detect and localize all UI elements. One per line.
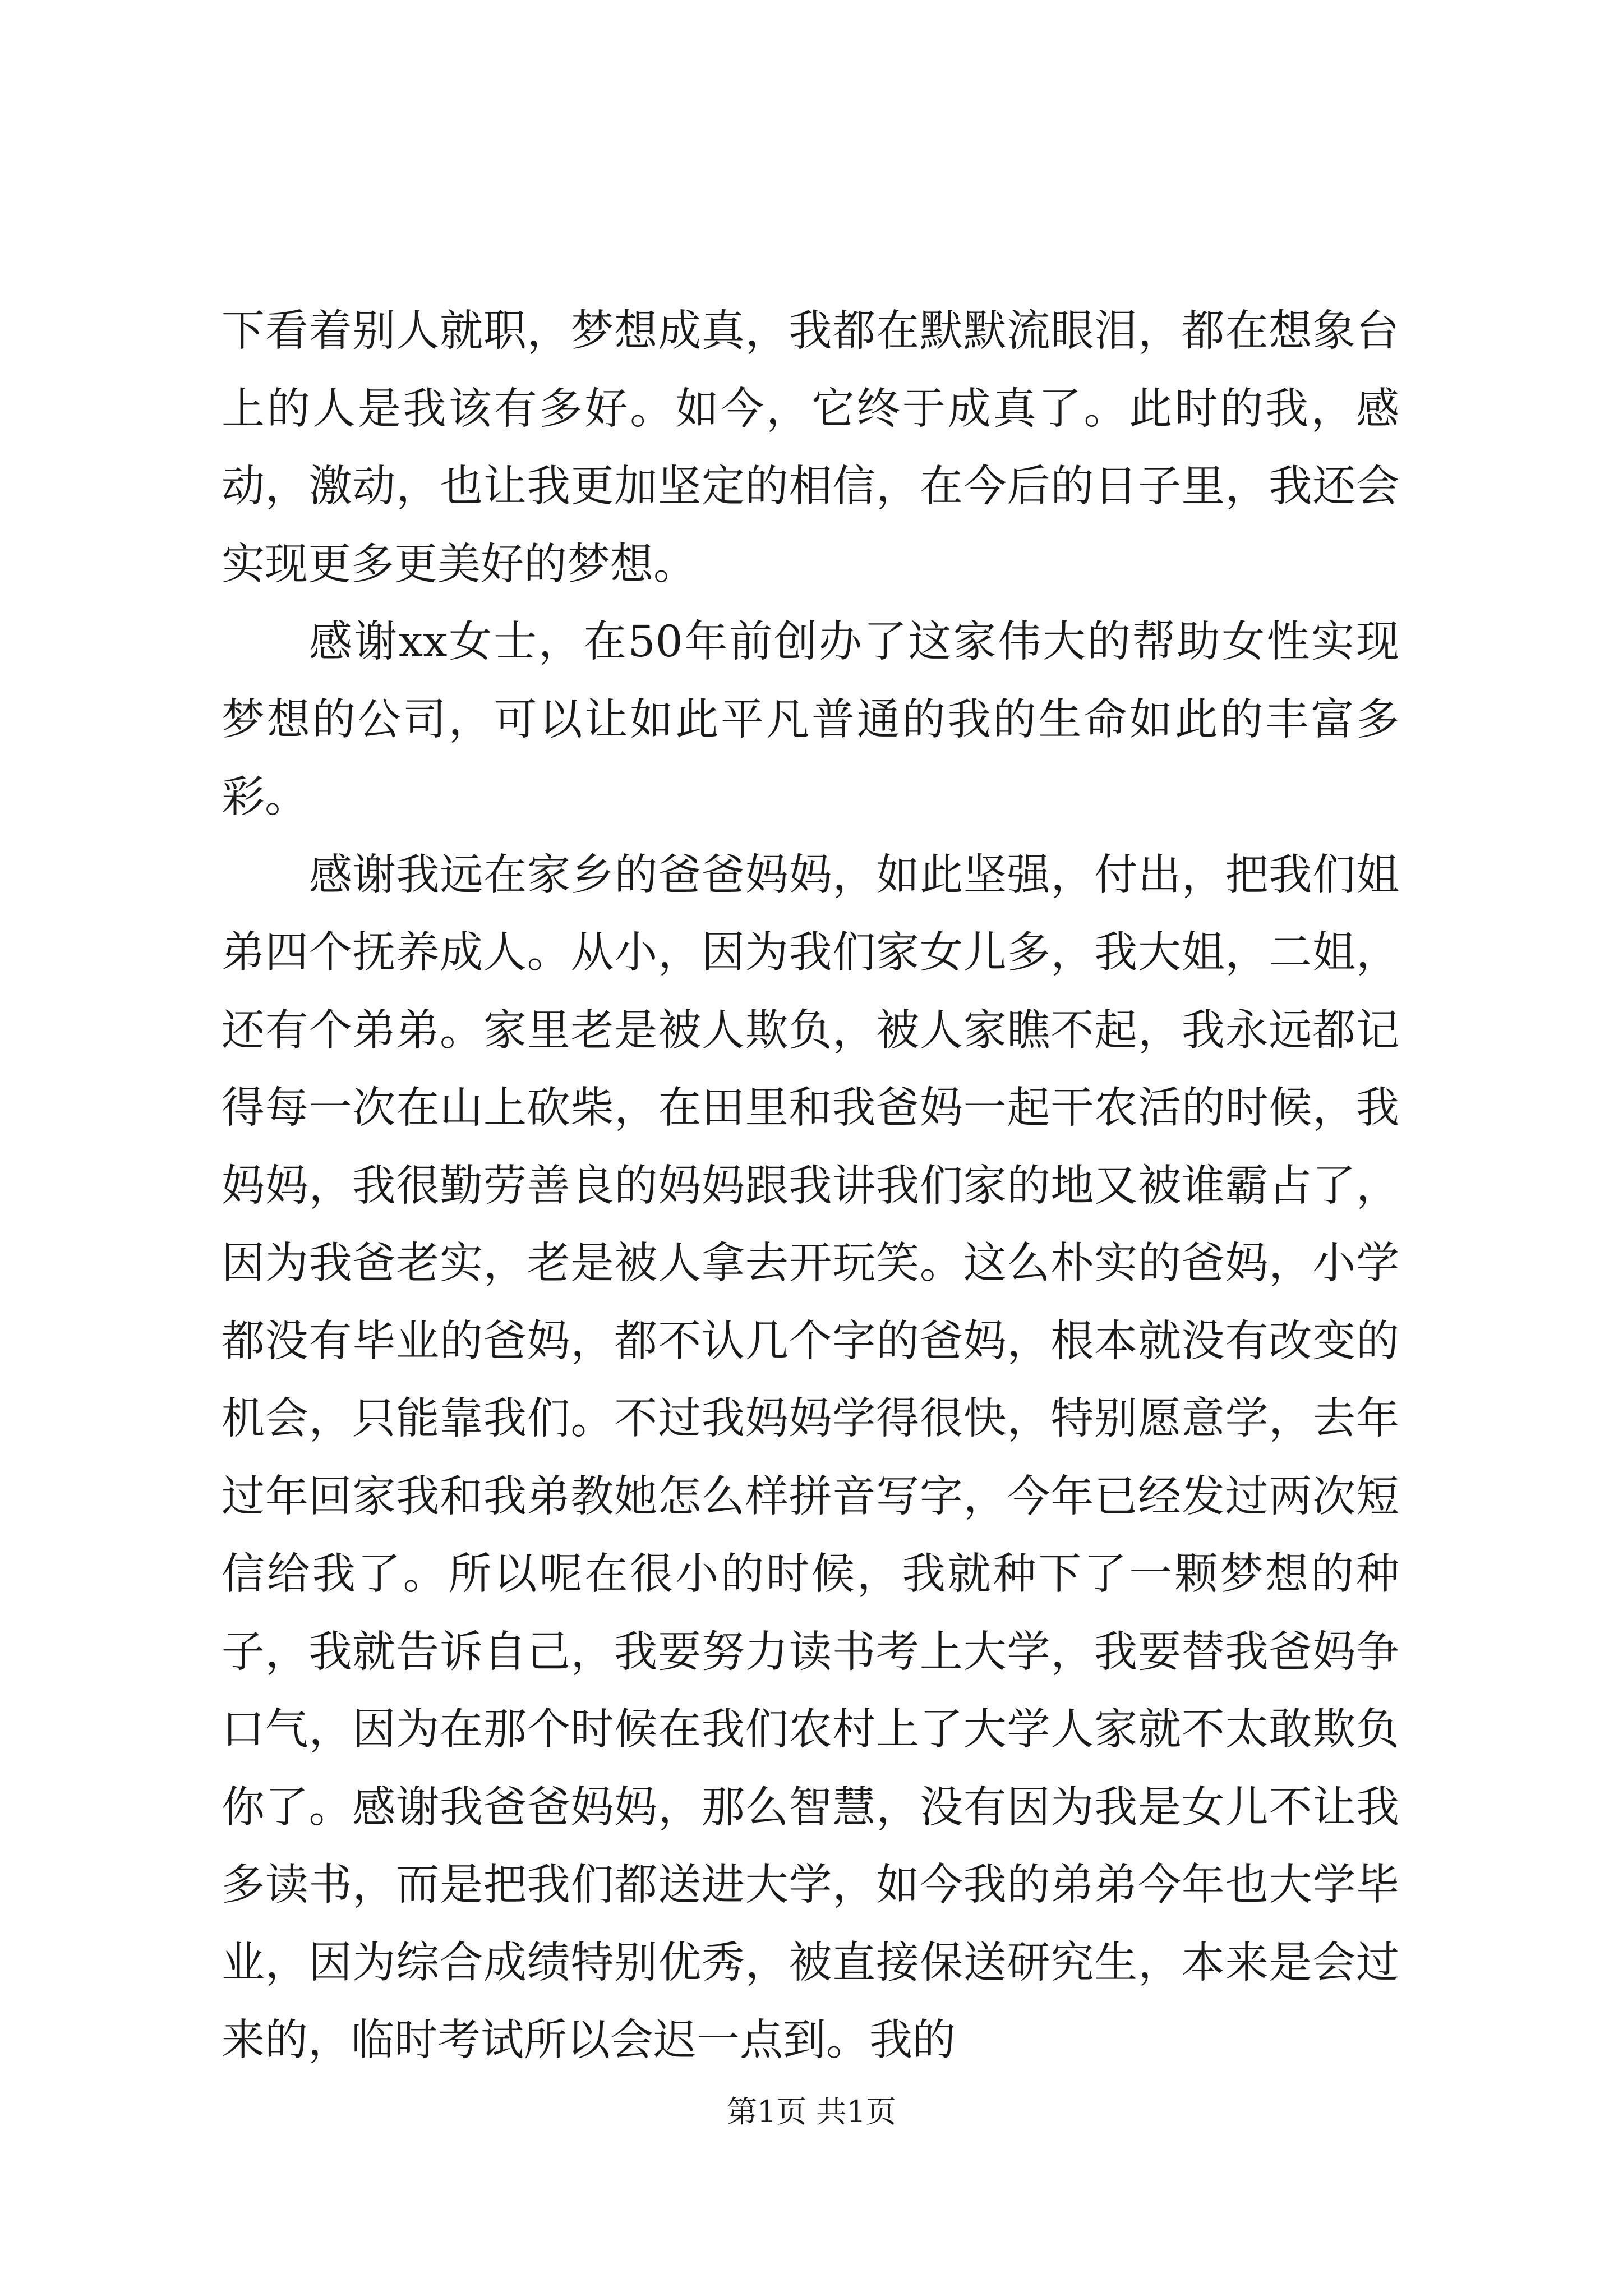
paragraph-2: 感谢xx女士，在50年前创办了这家伟大的帮助女性实现梦想的公司，可以让如此平凡普通的我的生命如此的丰富多彩。 — [222, 617, 1399, 822]
paragraph-3: 感谢我远在家乡的爸爸妈妈，如此坚强，付出，把我们姐弟四个抚养成人。从小，因为我们家女儿多，我大姐，二姐，还有个弟弟。家里老是被人欺负，被人家瞧不起，我永远都记得每一次在山上砍柴，在田里和我爸妈一起干农活的时候，我妈妈，我很勤劳善良的妈妈跟我讲我们家的地又被谁霸占了，因为我爸老实，老是被人拿去开玩笑。这么朴实的爸妈，小学都没有毕业的爸妈，都不认几个字的爸妈，根本就没有改变的机会，只能靠我们。不过我妈妈学得很快，特别愿意学，去年过年回家我和我弟教她怎么样拼音写字，今年已经发过两次短信给我了。所以呢在很小的时候，我就种下了一颗梦想的种子，我就告诉自己，我要努力读书考上大学，我要替我爸妈争口气，因为在那个时候在我们农村上了大学人家就不太敢欺负你了。感谢我爸爸妈妈，那么智慧，没有因为我是女儿不让我多读书，而是把我们都送进大学，如今我的弟弟今年也大学毕业，因为综合成绩特别优秀，被直接保送研究生，本来是会过来的，临时考试所以会迟一点到。我的 — [222, 850, 1399, 2065]
page-number-label: 第1页 共1页 — [727, 2094, 896, 2129]
page-footer — [0, 2092, 1623, 2132]
paragraph-1: 下看着别人就职，梦想成真，我都在默默流眼泪，都在想象台上的人是我该有多好。如今，它终于成真了。此时的我，感动，激动，也让我更加坚定的相信，在今后的日子里，我还会实现更多更美好的梦想。 — [222, 306, 1399, 590]
document-body — [222, 293, 1399, 2080]
